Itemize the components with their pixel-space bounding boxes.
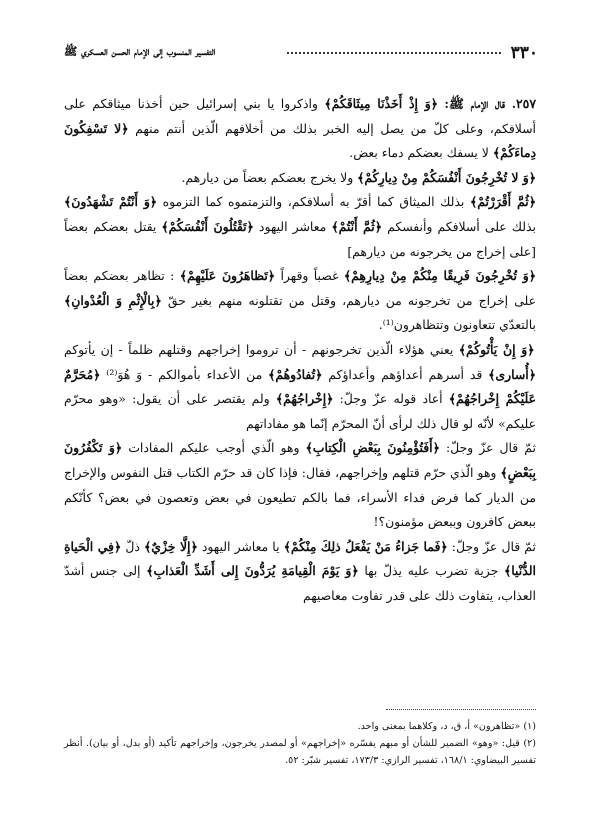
paragraph [64, 535, 536, 609]
commentary-text: يعني هؤلاء الّذين تخرجونهم - أن تروموا إخراجهم وقتلهم ظلماً - إن يأتوكم [64, 341, 454, 357]
commentary-text: بذلك الميثاق كما أقرّ به أسلافكم، والتزمتموه كما التزموه [157, 194, 465, 210]
quran-quote: ﴿فِي الْحَياةِ الدُّنْيا﴾ [64, 538, 536, 579]
commentary-text: يا معاشر اليهود [197, 538, 280, 554]
main-text [64, 92, 536, 608]
quran-quote: ﴿إِلَّا خِزْيٌ﴾ [144, 538, 198, 554]
quran-quote: ﴿أَفَتُؤْمِنُونَ بِبَعْضِ الْكِتابِ﴾ [305, 440, 440, 456]
commentary-text: غصباً وقهراً [275, 268, 339, 284]
commentary-text: جزية تضرب عليه يذلّ بها [358, 563, 499, 579]
quran-quote: ﴿فَما جَزاءُ مَنْ يَفْعَلُ ذلِكَ مِنْكُمْ﴾ [283, 538, 448, 554]
paragraph [64, 166, 536, 191]
commentary-text: يقتل بعضكم بعضاً [على إخراج من يخرجونه من ديارهم] [64, 218, 536, 259]
commentary-text: بالتعدّي تتعاونون وتتظاهرون⁽¹⁾. [378, 317, 536, 333]
footnote: (١) «تظاهرون» أ، ق، د، وكلاهما بمعنى واحد. [357, 721, 536, 732]
footnote: (٢) قيل: «وهو» الضمير للشأن أو مبهم يفسّره «إخراجهم» أو لمصدر يخرجون، وإخراجهم تأكيد (أو بدل، أو بيان). أنظر تفسير البيضاوي: ١٦٨/١، تفسير الرازي: ١٧٣/٣، تفسير شبّر: ٥٢. [64, 738, 536, 766]
paragraph [64, 436, 536, 534]
quran-quote: ﴿تَظاهَرُونَ عَلَيْهِمْ﴾ [179, 268, 276, 284]
commentary-text: وهو الّذي أوجب عليكم المفادات [122, 440, 300, 456]
quran-quote: ﴿وَ لا تُخْرِجُونَ أَنْفُسَكُمْ مِنْ دِيارِكُمْ﴾ [357, 169, 536, 185]
commentary-text: معاشر اليهود [253, 218, 327, 234]
footnotes [64, 718, 536, 769]
commentary-text: من الأعداء بأموالكم - وَ هُوَ⁽²⁾ [100, 366, 263, 382]
quran-quote: ﴿وَ تُخْرِجُونَ فَرِيقًا مِنْكُمْ مِنْ دِيارِهِمْ﴾ [343, 268, 536, 284]
commentary-text: قد أسرهم أعداؤهم وأعداؤكم [322, 366, 483, 382]
commentary-text: إلى جنس أشدّ العذاب، يتفاوت ذلك على قدر تفاوت معاصيهم [64, 563, 536, 603]
section-heading: ٢٥٧. قال الإمام ﷺ: [444, 96, 536, 111]
paragraph [64, 264, 536, 338]
quran-quote: ﴿إِخْراجُهُمْ﴾ [275, 391, 334, 407]
quran-quote: ﴿أُسارى﴾ [488, 366, 536, 382]
commentary-text: وهو الّذي حرّم قتلهم وإخراجهم، فقال: فإذا كان قد حرّم الكتاب قتل النفوس والإخراج من الديار كما فرض فداء الأسراء، فما بالكم تطيعون في بعض وتعصون في بعض؟ كأنّكم ببعض كافرون وببعض مؤمنون؟! [64, 464, 536, 530]
paragraph [64, 190, 536, 264]
commentary-text: بذلك على أسلافكم وأنفسكم [381, 218, 536, 234]
quran-quote: ﴿بِالْإِثْمِ وَ الْعُدْوانِ﴾ [64, 292, 162, 308]
quran-quote: ﴿مُحَرَّمٌ عَلَيْكُمْ إِخْراجُهُمْ﴾ [64, 366, 536, 407]
commentary-text: واذكروا يا بني إسرائيل حين أخذنا ميثاقكم على أسلافكم، وعلى كلّ من يصل إليه الخبر بذلك من أخلافهم الّذين أنتم منهم [64, 96, 536, 136]
footnote-separator [386, 709, 536, 710]
commentary-text: : تظاهر بعضكم بعضاً على إخراج من تخرجونه من ديارهم، وقتل من تقتلونه منهم بغير حقّ [64, 268, 536, 308]
quran-quote: ﴿تُفادُوهُمْ﴾ [268, 366, 323, 382]
quran-quote: ﴿لا تَسْفِكُونَ دِماءَكُمْ﴾ [64, 120, 536, 161]
quran-quote: ﴿وَ أَنْتُمْ تَشْهَدُونَ﴾ [64, 194, 158, 210]
header-dotted-rule [287, 52, 500, 54]
commentary-text: ذلّ [121, 538, 140, 554]
running-title: التفسير المنسوب إلى الإمام الحسن العسكري ﷺ [64, 45, 216, 58]
quran-quote: ﴿تَقْتُلُونَ أَنْفُسَكُمْ﴾ [161, 218, 254, 234]
commentary-text: ثمّ قال عزّ وجلّ: [447, 538, 536, 554]
running-head [62, 40, 538, 66]
commentary-text: ولا يخرج بعضكم بعضاً من ديارهم. [181, 169, 354, 185]
commentary-text: لا يسفك بعضكم دماء بعض. [349, 145, 489, 161]
quran-quote: ﴿ثُمَّ أَنْتُمْ﴾ [331, 218, 382, 234]
quran-quote: ﴿ثُمَّ أَقْرَرْتُمْ﴾ [469, 194, 536, 210]
quran-quote: ﴿وَ تَكْفُرُونَ بِبَعْضٍ﴾ [64, 440, 536, 480]
quran-quote: ﴿وَ يَوْمَ الْقِيامَةِ يُرَدُّونَ إِلى أَشَدِّ الْعَذابِ﴾ [146, 563, 359, 579]
paragraph [64, 338, 536, 436]
paragraph [64, 92, 536, 166]
quran-quote: ﴿وَ إِذْ أَخَذْنَا مِيثَاقَكُمْ﴾ [324, 96, 438, 111]
commentary-text: أعاد قوله عزّ وجلّ: [333, 391, 443, 407]
commentary-text: ثمّ قال عزّ وجلّ: [439, 440, 536, 456]
page-number: ٣٣٠ [510, 43, 538, 63]
quran-quote: ﴿وَ إِنْ يَأْتُوكُمْ﴾ [458, 341, 535, 357]
commentary-text: ولم يقتصر على أن يقول: «وهو محرّم عليكم» لأنّه لو قال ذلك لرأى أنّ المحرّم إنّما هو مفاداتهم [64, 391, 536, 431]
